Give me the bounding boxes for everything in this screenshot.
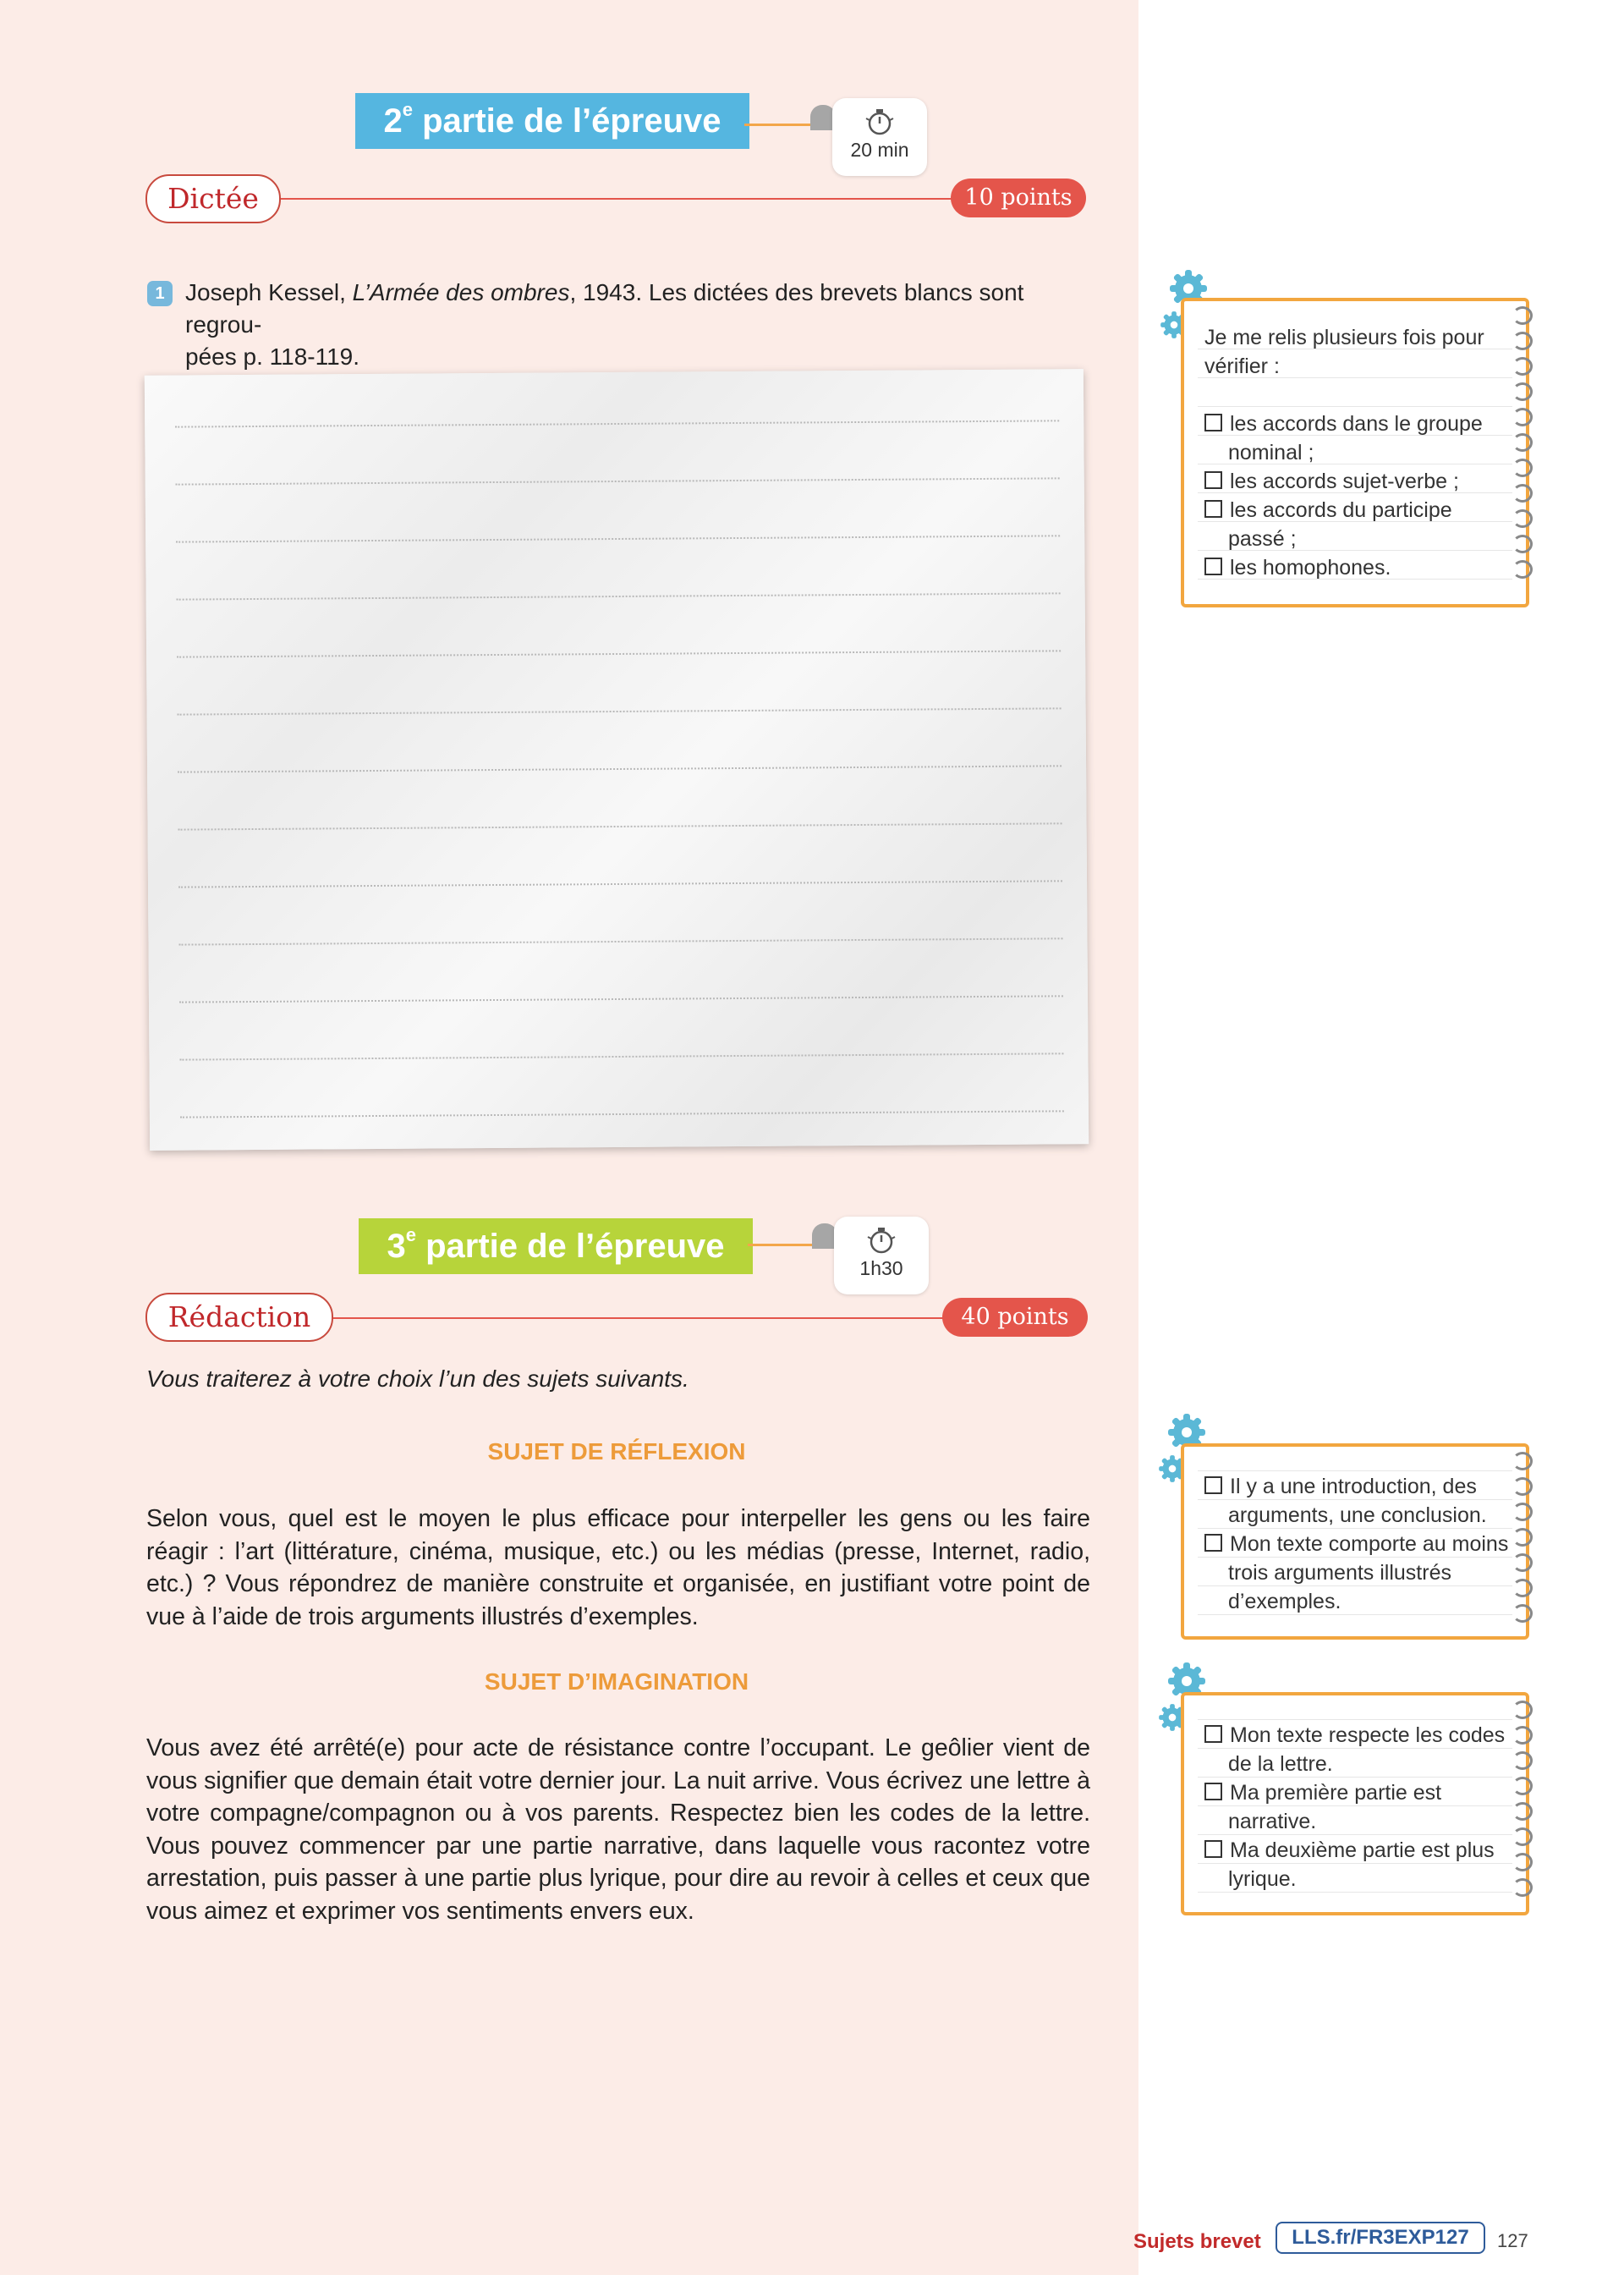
checkbox-icon[interactable] [1204, 500, 1222, 518]
part3-connector [748, 1244, 815, 1246]
checklist-item [1204, 1721, 1517, 1778]
notebook-1-content [1204, 323, 1509, 582]
checkbox-icon[interactable] [1204, 414, 1222, 431]
spiral-ring [1512, 1553, 1533, 1572]
spiral-ring [1512, 1528, 1533, 1547]
checklist-item [1204, 1530, 1517, 1616]
checkbox-icon[interactable] [1204, 471, 1222, 489]
part3-timer [834, 1217, 929, 1294]
checkbox-icon[interactable] [1204, 1840, 1222, 1858]
page-number: 127 [1497, 2230, 1528, 2251]
checkbox-icon[interactable] [1204, 1725, 1222, 1743]
dictation-pages: pées p. 118-119. [185, 343, 360, 370]
subject-reflexion-title: SUJET DE RÉFLEXION [487, 1438, 746, 1464]
spiral-ring [1512, 1777, 1533, 1795]
notebook-rule [1198, 1719, 1512, 1720]
checklist-item-label: les accords dans le groupe nominal ; [1228, 412, 1483, 464]
spiral-ring [1512, 1853, 1533, 1871]
spiral-ring [1512, 332, 1533, 350]
part3-timer-label: 1h30 [859, 1257, 903, 1279]
spiral-ring [1512, 1604, 1533, 1623]
spiral-ring [1512, 1726, 1533, 1745]
checklist-item [1204, 1472, 1517, 1530]
stopwatch-icon [864, 1225, 898, 1256]
notebook-spiral [1512, 306, 1538, 594]
checklist-item-label: les accords sujet-verbe ; [1230, 470, 1459, 493]
question-number: 1 [147, 281, 173, 306]
notebook-rule [1198, 1470, 1512, 1471]
writing-line [176, 535, 1060, 542]
spiral-ring [1512, 1878, 1533, 1897]
points-badge-redaction: 40 points [942, 1298, 1088, 1337]
spiral-ring [1512, 535, 1533, 553]
checklist-item-label: les accords du participe passé ; [1228, 498, 1452, 551]
writing-line [177, 650, 1061, 657]
part2-banner-number: 2 [383, 102, 403, 140]
spiral-ring [1512, 1701, 1533, 1719]
footer-link[interactable]: LLS.fr/FR3EXP127 [1276, 2222, 1485, 2254]
spiral-ring [1512, 1503, 1533, 1521]
spiral-ring [1512, 509, 1533, 528]
subject-imagination-text: Vous avez été arrêté(e) pour acte de résistance contre l’occupant. Le geôlier vient de vous signifier que demain était votre dernier jour. La nuit arrive. Vous écrivez une lettre à votre compagne/compagnon ou à vos parents. Respectez bien les codes de la lettre. Vous pouvez commencer par une partie narrative, dans laquelle vous racontez votre arrestation, puis passer à une partie plus lyrique, pour dire au revoir à celles et ceux que vous aimez et exprimer vos sentiments envers eux. [146, 1734, 1090, 1925]
points-badge-dictee: 10 points [951, 179, 1086, 217]
writing-line [178, 822, 1062, 830]
checklist-item [1204, 1778, 1517, 1836]
notebook-spiral [1512, 1701, 1538, 1904]
checklist-item-label: les homophones. [1230, 556, 1391, 580]
spiral-ring [1512, 1827, 1533, 1846]
notebook-spiral [1512, 1452, 1538, 1629]
writing-line [179, 1052, 1063, 1060]
checkbox-icon[interactable] [1204, 1534, 1222, 1552]
part2-divider [279, 198, 956, 200]
checklist-item [1204, 409, 1509, 467]
spiral-ring [1512, 408, 1533, 426]
section-redaction: Rédaction [145, 1293, 333, 1342]
writing-line [177, 592, 1061, 600]
writing-line [178, 707, 1062, 715]
writing-line [178, 880, 1062, 887]
checklist-item [1204, 1836, 1517, 1893]
spiral-ring [1512, 1751, 1533, 1770]
dictation-author: Joseph Kessel, [185, 279, 353, 305]
notebook-2-content [1204, 1472, 1517, 1616]
dictation-note: , 1943. Les dictées des brevets blancs sont regrou- [185, 279, 1024, 338]
notebook-3-content [1204, 1721, 1517, 1893]
writing-line [178, 765, 1062, 772]
spiral-ring [1512, 459, 1533, 477]
footer-brand: Sujets brevet [1133, 2230, 1261, 2253]
checkbox-icon[interactable] [1204, 1476, 1222, 1494]
checklist-notebook-3 [1181, 1692, 1529, 1915]
spiral-ring [1512, 1579, 1533, 1597]
part2-connector [744, 124, 812, 126]
checklist-item-label: Ma deuxième partie est plus lyrique. [1228, 1838, 1495, 1891]
writing-line [179, 995, 1063, 1003]
part3-divider [330, 1317, 956, 1319]
writing-line [176, 477, 1060, 485]
spiral-ring [1512, 1802, 1533, 1821]
spiral-ring [1512, 306, 1533, 325]
subject-imagination-title: SUJET D’IMAGINATION [484, 1668, 749, 1695]
spiral-ring [1512, 1477, 1533, 1496]
section-dictee: Dictée [145, 174, 281, 223]
part2-banner-label: partie de l’épreuve [412, 102, 721, 140]
instruction-text [146, 1363, 1077, 1395]
part2-timer [832, 98, 927, 176]
subject-reflexion-text: Selon vous, quel est le moyen le plus efficace pour interpeller les gens ou les faire réagir : l’art (littérature, cinéma, musique, etc.) ou les médias (presse, Internet, radio, etc.) ? Vous répondrez de manière construite et organisée, en justifiant votre point de vue à l’aide de trois arguments illustrés d’exemples. [146, 1505, 1090, 1630]
writing-line [179, 937, 1063, 945]
instruction-label: Vous traiterez à votre choix l’un des sujets suivants. [146, 1366, 689, 1392]
dictation-source [185, 277, 1090, 373]
dictation-writing-paper[interactable] [145, 369, 1089, 1151]
spiral-ring [1512, 357, 1533, 376]
checklist-notebook-1 [1181, 298, 1529, 607]
spiral-ring [1512, 382, 1533, 401]
spiral-ring [1512, 433, 1533, 452]
writing-line [180, 1110, 1064, 1118]
part3-banner-label: partie de l’épreuve [415, 1228, 725, 1265]
spiral-ring [1512, 560, 1533, 579]
spiral-ring [1512, 484, 1533, 503]
dictation-work: L’Armée des ombres [352, 279, 570, 305]
checkbox-icon[interactable] [1204, 558, 1222, 575]
part3-banner [359, 1218, 753, 1274]
checklist-notebook-2 [1181, 1443, 1529, 1640]
writing-line [175, 420, 1059, 427]
checklist-item-label: Ma première partie est narrative. [1228, 1781, 1442, 1833]
part2-timer-label: 20 min [850, 139, 909, 161]
part2-banner-sup: e [402, 99, 413, 120]
checklist-item [1204, 467, 1509, 496]
spiral-ring [1512, 1452, 1533, 1470]
checklist-item-label: Il y a une introduction, des arguments, une conclusion. [1228, 1475, 1487, 1527]
checklist-item-label: Mon texte respecte les codes de la lettre. [1228, 1723, 1506, 1776]
checkbox-icon[interactable] [1204, 1783, 1222, 1800]
part2-banner [355, 93, 749, 149]
checklist-item [1204, 496, 1509, 553]
checklist-intro: Je me relis plusieurs fois pour vérifier : [1204, 326, 1484, 378]
part3-banner-number: 3 [387, 1228, 406, 1265]
checklist-item-label: Mon texte comporte au moins trois arguments illustrés d’exemples. [1228, 1532, 1509, 1613]
checklist-item [1204, 553, 1509, 582]
part3-banner-sup: e [405, 1224, 416, 1245]
stopwatch-icon [863, 107, 897, 137]
